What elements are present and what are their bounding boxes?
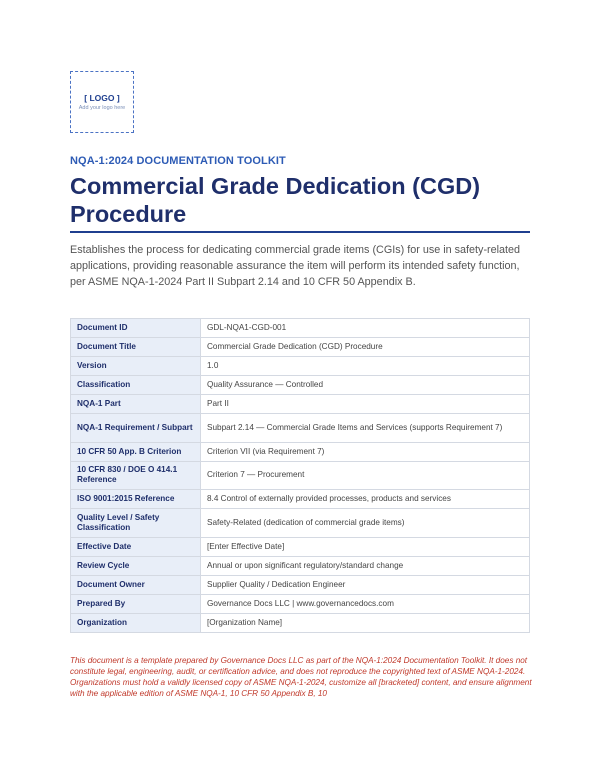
table-row	[71, 575, 530, 594]
table-row	[71, 376, 530, 395]
table-row	[71, 357, 530, 376]
toolkit-label: NQA-1:2024 DOCUMENTATION TOOLKIT	[70, 155, 286, 167]
table-row	[71, 509, 530, 538]
metadata-value: Part II	[201, 395, 530, 414]
title-divider	[70, 231, 530, 233]
metadata-value: Supplier Quality / Dedication Engineer	[201, 575, 530, 594]
metadata-value: Commercial Grade Dedication (CGD) Procedure	[201, 338, 530, 357]
metadata-value: Criterion VII (via Requirement 7)	[201, 442, 530, 461]
logo-placeholder[interactable]	[70, 71, 134, 133]
metadata-value: Annual or upon significant regulatory/standard change	[201, 556, 530, 575]
disclaimer-text: This document is a template prepared by Governance Docs LLC as part of the NQA-1:2024 Documentation Toolkit. It does not constitute legal, engineering, audit, or certification advice, and does not reproduce the copyrighted text of ASME NQA-1-2024. Organizations must hold a validly licensed copy of ASME NQA-1-2024, customize all [bracketed] content, and ensure alignment with the applicable edition of ASME NQA-1, 10 CFR 50 Appendix B, 10	[70, 656, 532, 698]
metadata-label: Version	[71, 357, 201, 376]
metadata-label: Review Cycle	[71, 556, 201, 575]
table-row	[71, 319, 530, 338]
metadata-value: Subpart 2.14 — Commercial Grade Items and Services (supports Requirement 7)	[201, 414, 530, 443]
metadata-label: ISO 9001:2015 Reference	[71, 490, 201, 509]
metadata-value: 8.4 Control of externally provided processes, products and services	[201, 490, 530, 509]
table-row	[71, 556, 530, 575]
table-row	[71, 594, 530, 613]
metadata-label: NQA-1 Requirement / Subpart	[71, 414, 201, 443]
logo-hint: Add your logo here	[78, 104, 126, 111]
metadata-label: Quality Level / Safety Classification	[71, 509, 201, 538]
metadata-label: Prepared By	[71, 594, 201, 613]
metadata-label: 10 CFR 50 App. B Criterion	[71, 442, 201, 461]
table-row	[71, 338, 530, 357]
metadata-label: Document Title	[71, 338, 201, 357]
metadata-value: Quality Assurance — Controlled	[201, 376, 530, 395]
metadata-label: NQA-1 Part	[71, 395, 201, 414]
metadata-label: Effective Date	[71, 537, 201, 556]
metadata-value[interactable]: [Enter Effective Date]	[201, 537, 530, 556]
table-row	[71, 537, 530, 556]
metadata-value: Criterion 7 — Procurement	[201, 461, 530, 490]
table-row	[71, 395, 530, 414]
page-title: Commercial Grade Dedication (CGD) Procedure	[70, 173, 481, 227]
table-row	[71, 442, 530, 461]
metadata-value: GDL-NQA1-CGD-001	[201, 319, 530, 338]
metadata-value: 1.0	[201, 357, 530, 376]
metadata-label: Classification	[71, 376, 201, 395]
document-description: Establishes the process for dedicating commercial grade items (CGIs) for use in safety-related applications, providing reasonable assurance the item will perform its intended safety function, per ASME NQA-1-2024 Part II Subpart 2.14 and 10 CFR 50 Appendix B.	[70, 244, 521, 288]
metadata-label: Document Owner	[71, 575, 201, 594]
table-row	[71, 461, 530, 490]
logo-label: [ LOGO ]	[84, 92, 120, 103]
metadata-value[interactable]: [Organization Name]	[201, 613, 530, 632]
metadata-label: Organization	[71, 613, 201, 632]
document-metadata-table	[70, 318, 530, 633]
metadata-value: Safety-Related (dedication of commercial grade items)	[201, 509, 530, 538]
table-row	[71, 613, 530, 632]
metadata-value: Governance Docs LLC | www.governancedocs.com	[201, 594, 530, 613]
table-row	[71, 490, 530, 509]
metadata-label: Document ID	[71, 319, 201, 338]
metadata-label: 10 CFR 830 / DOE O 414.1 Reference	[71, 461, 201, 490]
table-row	[71, 414, 530, 443]
